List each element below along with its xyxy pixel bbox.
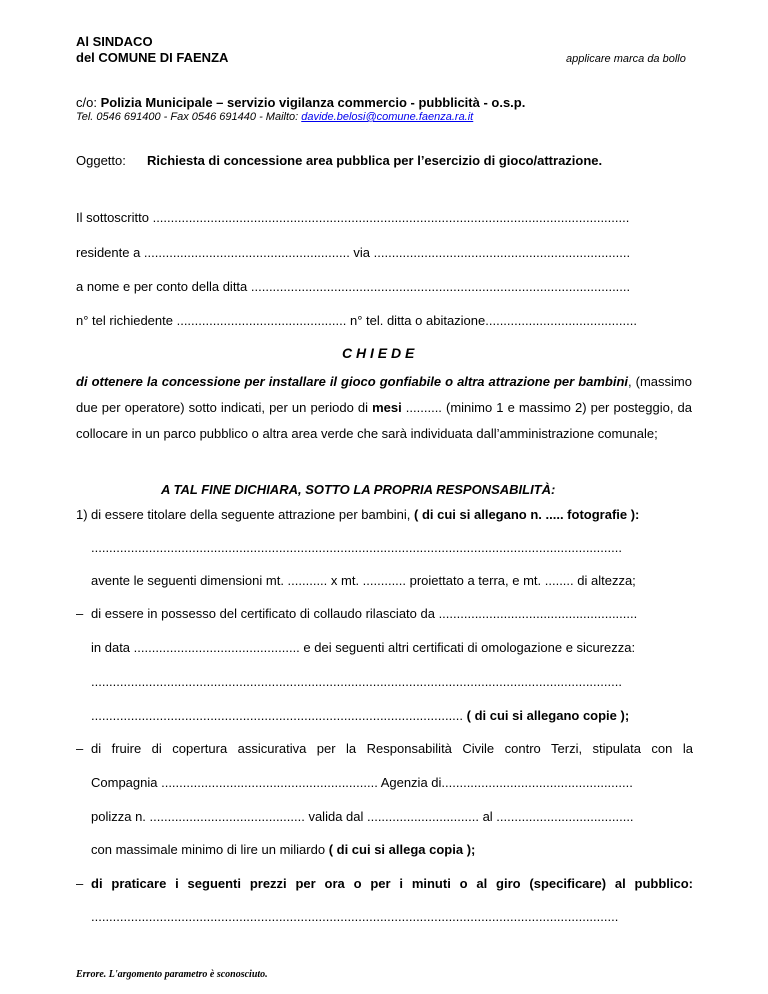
cert-dash: – — [76, 606, 84, 621]
office-name: Polizia Municipale – servizio vigilanza commercio - pubblicità - o.s.p. — [100, 95, 526, 110]
item-1-text — [91, 507, 639, 522]
field-residence: residente a ......................................................... via ....................................................................... — [76, 245, 631, 260]
email-link[interactable]: davide.belosi@comune.faenza.ra.it — [301, 111, 474, 123]
insurance-dash: – — [76, 741, 84, 756]
cert-copies: ( di cui si allegano copie ); — [466, 708, 630, 723]
insurance-line-4 — [91, 842, 475, 857]
item-1-label: di essere titolare della seguente attrazione per bambini, — [91, 507, 415, 522]
request-text-b: .......... (minimo 1 e massimo 2) per posteggio, da collocare in un parco pubblico o altra area verde che sarà individuata dall’amministrazione comunale; — [76, 400, 692, 441]
office-prefix: c/o: — [76, 95, 101, 110]
addressee-line-1: Al SINDACO — [76, 34, 153, 49]
field-company: a nome e per conto della ditta ......................................................................................................... — [76, 279, 631, 294]
item-1-dots: ................................................................................................................................................... — [91, 540, 622, 555]
field-undersigned: Il sottoscritto .................................................................................................................................... — [76, 210, 630, 225]
request-title: C H I E D E — [342, 345, 415, 361]
cert-line-3: ................................................................................................................................................... — [91, 674, 622, 689]
declaration-title: A TAL FINE DICHIARA, SOTTO LA PROPRIA RESPONSABILITÀ: — [161, 482, 556, 497]
insurance-copy: ( di cui si allega copia ); — [328, 842, 476, 857]
footer-error: Errore. L'argomento parametro è sconosciuto. — [76, 969, 268, 980]
insurance-line-1: di fruire di copertura assicurativa per la Responsabilità Civile contro Terzi, stipulata con la — [91, 741, 693, 756]
request-text-a: , (massimo due per operatore) sotto indicati, per un periodo di — [76, 374, 692, 415]
request-bold: di ottenere la concessione per installare il gioco gonfiabile o altra attrazione per bambini — [76, 374, 629, 389]
field-phones: n° tel richiedente ............................................... n° tel. ditta o abitazione.......................................... — [76, 313, 637, 328]
item-1-photos: ( di cui si allegano n. ..... fotografie ): — [414, 507, 640, 522]
cert-line-4 — [91, 708, 629, 723]
stamp-note: applicare marca da bollo — [566, 53, 686, 65]
subject-text: Richiesta di concessione area pubblica per l’esercizio di gioco/attrazione. — [147, 153, 603, 168]
item-1-number: 1) — [76, 507, 88, 522]
contacts-line — [76, 111, 473, 123]
contacts-prefix: Tel. 0546 691400 - Fax 0546 691440 - Mailto: — [76, 111, 302, 123]
office-line — [76, 95, 525, 110]
request-paragraph — [76, 369, 692, 447]
prices-line-2: .................................................................................................................................................. — [91, 909, 619, 924]
insurance-max: con massimale minimo di lire un miliardo — [91, 842, 329, 857]
cert-line-4-dots: ....................................................................................................... — [91, 708, 467, 723]
request-months: mesi — [372, 400, 402, 415]
item-1-dimensions: avente le seguenti dimensioni mt. ........... x mt. ............ proiettato a terra, e mt. ........ di altezza; — [91, 573, 636, 588]
prices-dash: – — [76, 876, 84, 891]
addressee-line-2: del COMUNE DI FAENZA — [76, 50, 229, 65]
insurance-line-2: Compagnia ............................................................ Agenzia di..................................................... — [91, 775, 633, 790]
cert-line-1: di essere in possesso del certificato di collaudo rilasciato da ....................................................... — [91, 606, 638, 621]
insurance-line-3: polizza n. ........................................... valida dal ............................... al ...................................... — [91, 809, 634, 824]
cert-line-2: in data .............................................. e dei seguenti altri certificati di omologazione e sicurezza: — [91, 640, 636, 655]
subject-label: Oggetto: — [76, 153, 126, 168]
prices-line-1: di praticare i seguenti prezzi per ora o per i minuti o al giro (specificare) al pubblico: — [91, 876, 693, 891]
